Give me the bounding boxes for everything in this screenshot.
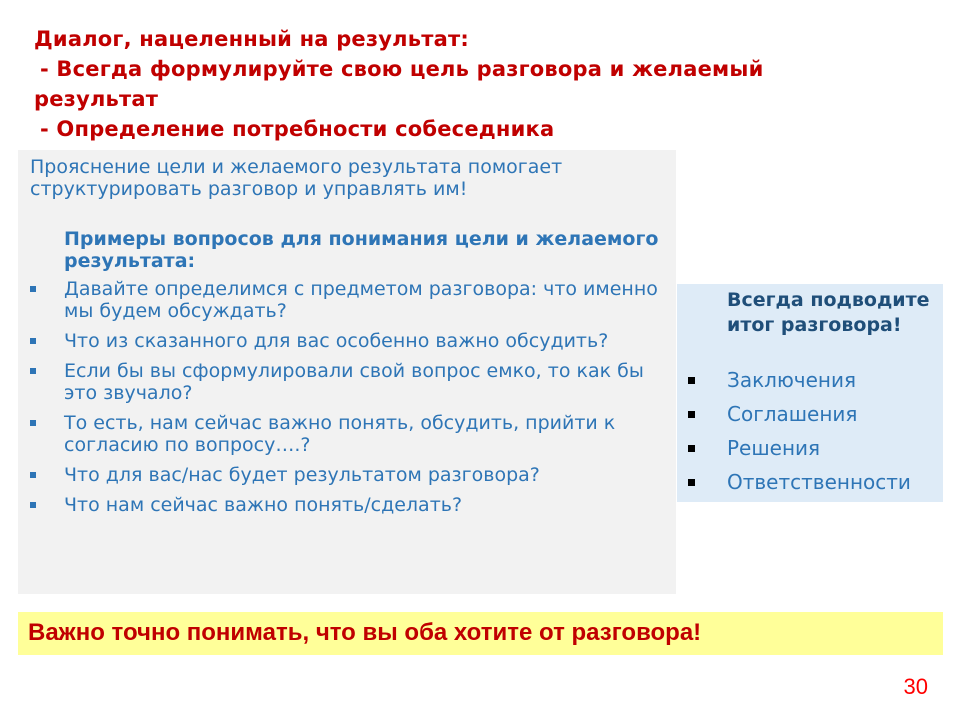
questions-panel [18,150,676,594]
key-message-text: Важно точно понимать, что вы оба хотите от разговора! [28,619,702,646]
list-item [18,360,676,404]
list-item [677,368,943,402]
square-bullet-icon [688,411,695,418]
list-item-text: То есть, нам сейчас важно понять, обсудить, прийти к согласию по вопросу….? [64,412,616,456]
square-bullet-icon [30,502,36,508]
square-bullet-icon [688,479,695,486]
title-line-4: - Определение потребности собеседника [40,117,555,141]
list-item [677,402,943,436]
intro-text: Прояснение цели и желаемого результата помогает структурировать разговор и управлять им! [30,156,563,200]
page-number: 30 [903,674,928,699]
questions-subheading: Примеры вопросов для понимания цели и желаемого результата: [64,228,659,272]
summary-list [677,368,943,504]
title-line-2: - Всегда формулируйте свою цель разговора и желаемый [40,57,764,81]
title-line-1: Диалог, нацеленный на результат: [34,27,469,51]
square-bullet-icon [688,445,695,452]
slide-title [34,24,934,144]
list-item-text: Решения [727,436,821,460]
list-item [18,278,676,322]
list-item [677,470,943,504]
square-bullet-icon [30,338,36,344]
question-list [18,278,676,524]
square-bullet-icon [688,377,695,384]
list-item-text: Что нам сейчас важно понять/сделать? [64,494,463,516]
list-item [18,464,676,486]
summary-heading: Всегда подводите итог разговора! [727,289,930,336]
list-item-text: Что для вас/нас будет результатом разговора? [64,464,540,486]
square-bullet-icon [30,286,36,292]
list-item-text: Заключения [727,368,857,392]
list-item-text: Если бы вы сформулировали свой вопрос емко, то как бы это звучало? [64,360,644,404]
list-item [677,436,943,470]
title-line-3: результат [34,87,159,111]
square-bullet-icon [30,368,36,374]
list-item-text: Ответственности [727,470,911,494]
square-bullet-icon [30,420,36,426]
list-item [18,494,676,516]
key-message-banner [18,612,943,655]
list-item [18,330,676,352]
list-item-text: Что из сказанного для вас особенно важно обсудить? [64,330,609,352]
list-item-text: Давайте определимся с предметом разговора: что именно мы будем обсуждать? [64,278,658,322]
square-bullet-icon [30,472,36,478]
summary-panel [677,284,943,502]
list-item [18,412,676,456]
list-item-text: Соглашения [727,402,858,426]
